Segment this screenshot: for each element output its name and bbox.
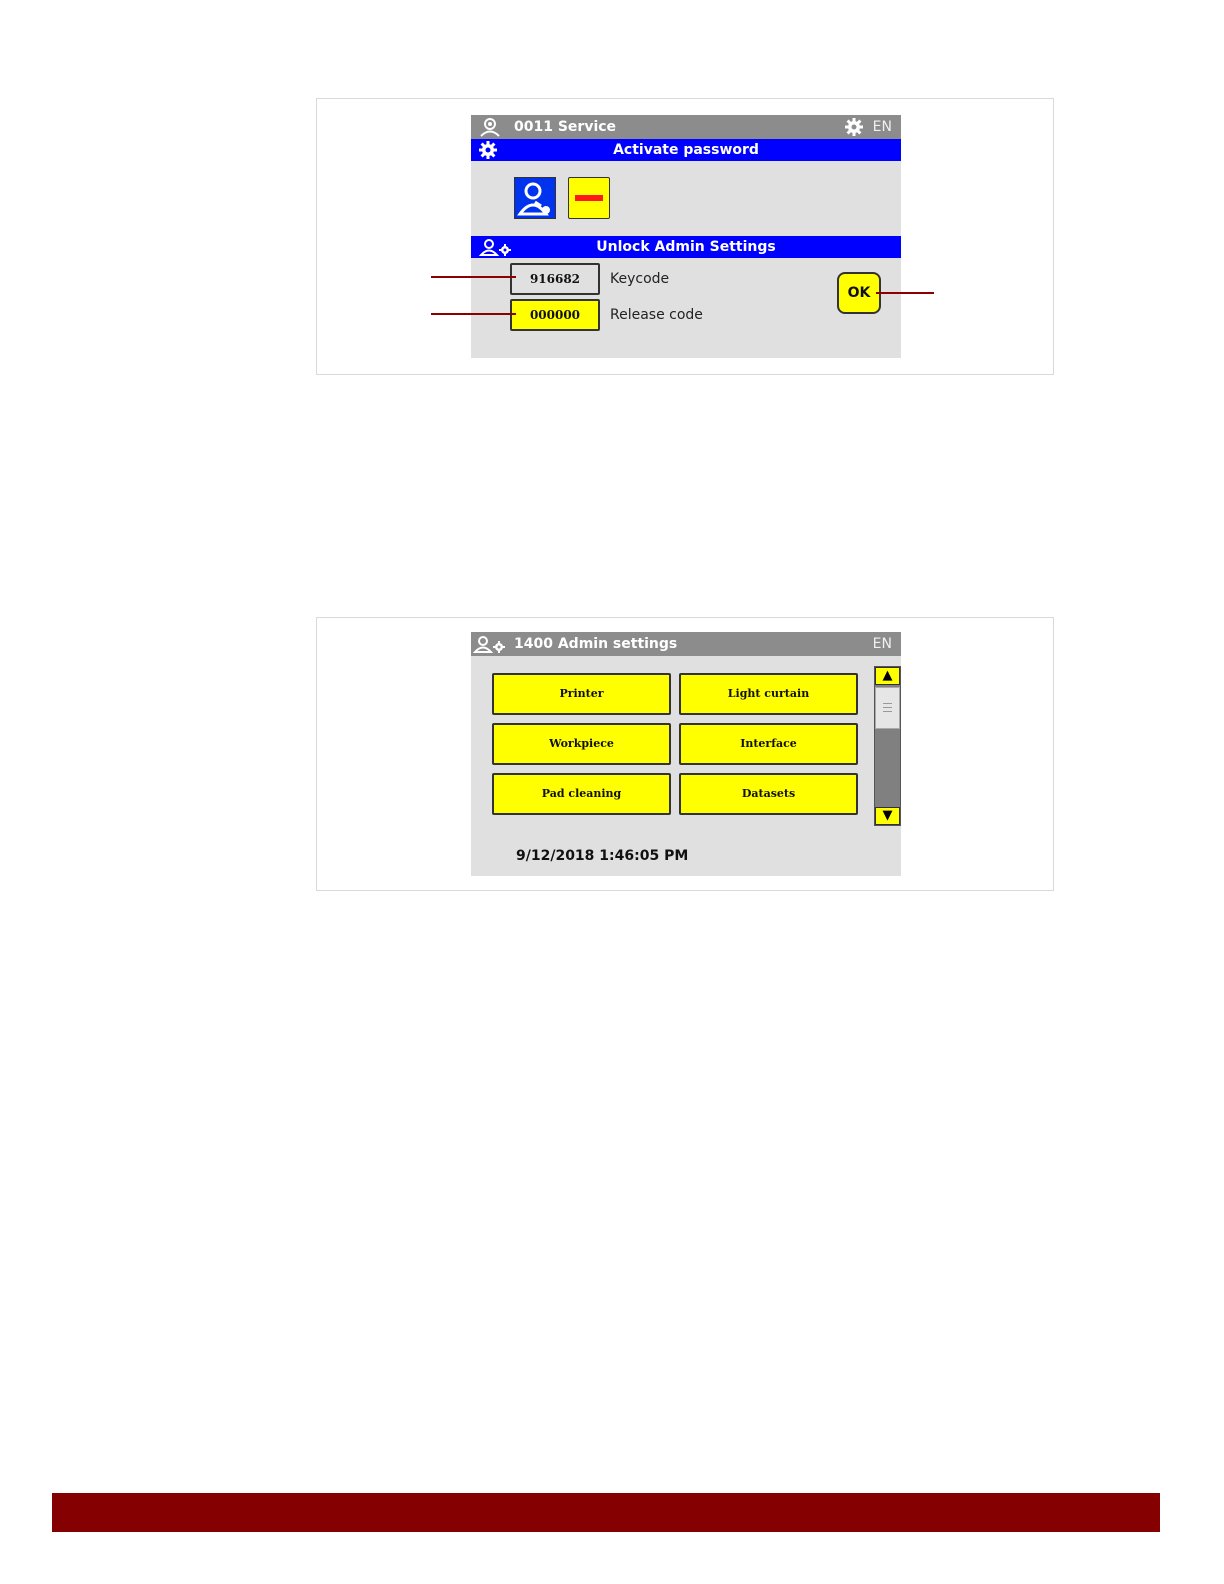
- title-bar: [471, 632, 901, 656]
- screen-title: 1400 Admin settings: [514, 636, 678, 652]
- section-title: Activate password: [613, 142, 759, 158]
- callout-line-ok: [876, 292, 934, 294]
- admin-settings-icon: [479, 238, 513, 263]
- printer-button[interactable]: Printer: [492, 673, 671, 715]
- screen-title: 0011 Service: [514, 119, 617, 135]
- language-indicator[interactable]: EN: [872, 636, 892, 652]
- callout-line-keycode: [431, 276, 516, 278]
- gear-icon: [479, 141, 497, 166]
- callout-line-release-code: [431, 313, 516, 315]
- gear-icon[interactable]: [845, 118, 863, 140]
- scroll-up-button[interactable]: ▲: [875, 667, 900, 685]
- datasets-button[interactable]: Datasets: [679, 773, 858, 815]
- hmi-screen-admin-settings: [471, 632, 901, 876]
- scroll-down-button[interactable]: ▼: [875, 807, 900, 825]
- section-title: Unlock Admin Settings: [596, 239, 776, 255]
- light-curtain-button[interactable]: Light curtain: [679, 673, 858, 715]
- keycode-field: 916682: [510, 263, 600, 295]
- user-key-button[interactable]: [514, 177, 556, 219]
- minus-icon: [575, 195, 603, 201]
- grip-line: [883, 703, 892, 704]
- user-key-icon: [515, 203, 555, 222]
- scroll-thumb[interactable]: [875, 687, 900, 729]
- hmi-screen-service: [471, 115, 901, 358]
- release-code-input[interactable]: 000000: [510, 299, 600, 331]
- user-icon: [479, 117, 501, 141]
- ok-button[interactable]: OK: [837, 272, 881, 314]
- release-code-label: Release code: [610, 307, 703, 323]
- screenshot-frame-unlock: [316, 98, 1054, 375]
- section-header-unlock-admin: [471, 236, 901, 258]
- scrollbar[interactable]: [874, 666, 901, 826]
- language-indicator[interactable]: EN: [872, 119, 892, 135]
- interface-button[interactable]: Interface: [679, 723, 858, 765]
- screenshot-frame-admin-settings: [316, 617, 1054, 891]
- admin-settings-icon: [473, 634, 507, 658]
- logout-button[interactable]: [568, 177, 610, 219]
- title-bar: [471, 115, 901, 139]
- pad-cleaning-button[interactable]: Pad cleaning: [492, 773, 671, 815]
- keycode-label: Keycode: [610, 271, 670, 287]
- page-footer-bar: [52, 1493, 1160, 1532]
- grip-line: [883, 711, 892, 712]
- date-time: 9/12/2018 1:46:05 PM: [516, 848, 689, 864]
- grip-line: [883, 707, 892, 708]
- workpiece-button[interactable]: Workpiece: [492, 723, 671, 765]
- section-header-activate-password: [471, 139, 901, 161]
